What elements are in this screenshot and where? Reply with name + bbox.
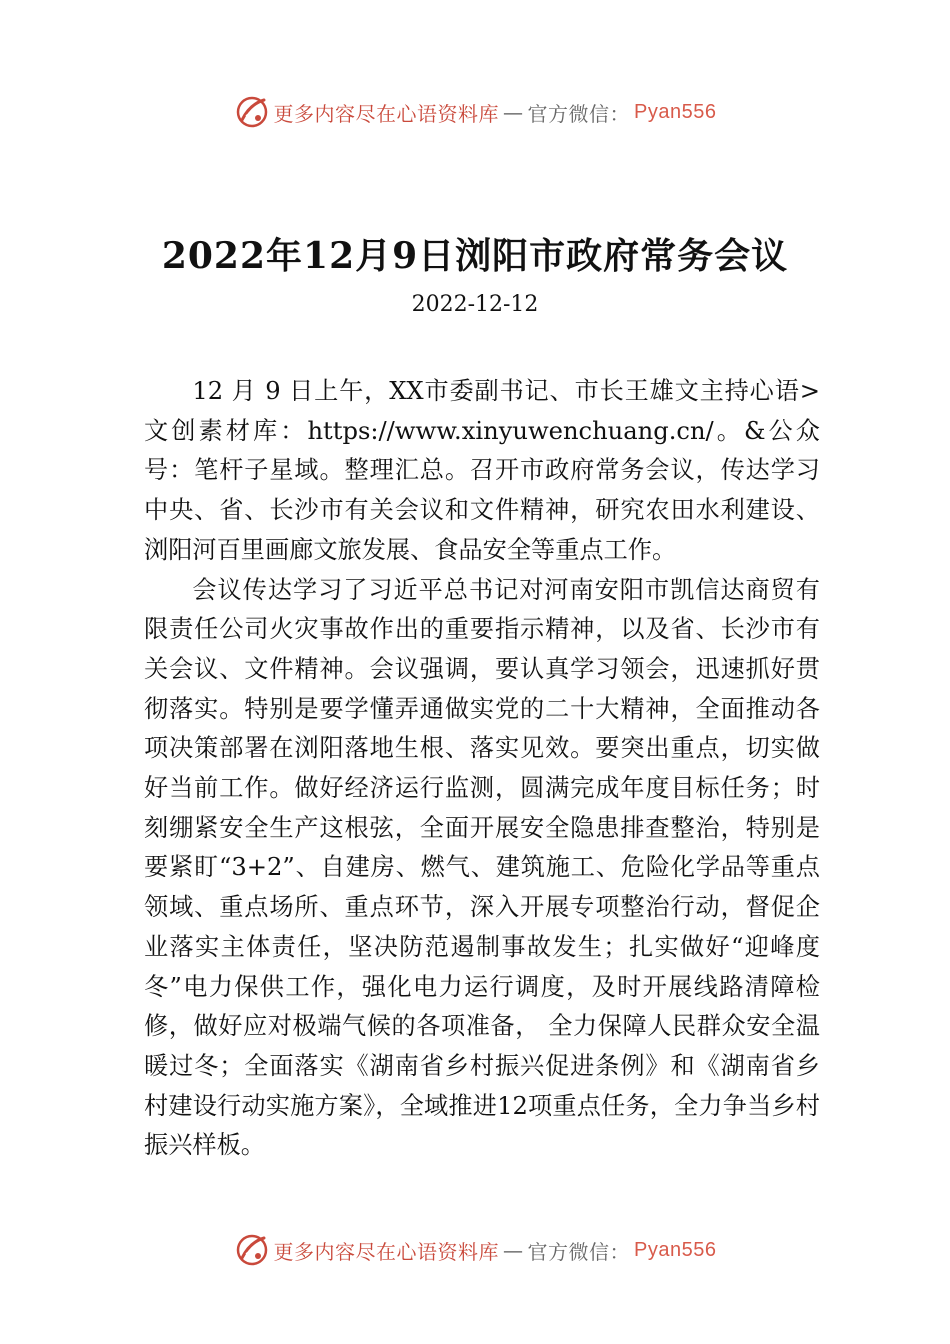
paragraph: 12 月 9 日上午，XX市委副书记、市长王雄文主持心语>文创素材库：https://www.xinyuwenchuang.cn/。&公众号：笔杆子星域。整理汇总。召开市政府常务会议，传达学习中央、省、长沙市有关会议和文件精神，研究农田水利建设、浏阳河百里画廊文旅发展、食品安全等重点工作。: [144, 377, 820, 564]
document-title: 2022年12月9日浏阳市政府常务会议: [161, 235, 789, 277]
footer-watermark: [0, 1232, 950, 1268]
watermark-wechat-id: Pyan556: [634, 100, 717, 123]
watermark-main-text: 更多内容尽在心语资料库: [273, 101, 500, 126]
brush-seal-icon: [234, 94, 270, 130]
header-watermark: [0, 94, 950, 130]
document-date: 2022-12-12: [411, 292, 539, 317]
paragraph: 会议传达学习了习近平总书记对河南安阳市凯信达商贸有限责任公司火灾事故作出的重要指示精神，以及省、长沙市有关会议、文件精神。会议强调，要认真学习领会，迅速抓好贯彻落实。特别是要学懂弄通做实党的二十大精神，全面推动各项决策部署在浏阳落地生根、落实见效。要突出重点，切实做好当前工作。做好经济运行监测，圆满完成年度目标任务；时刻绷紧安全生产这根弦，全面开展安全隐患排查整治，特别是要紧盯“3+2”、自建房、燃气、建筑施工、危险化学品等重点领域、重点场所、重点环节，深入开展专项整治行动，督促企业落实主体责任，坚决防范遏制事故发生；扎实做好“迎峰度冬”电力保供工作，强化电力运行调度，及时开展线路清障检修，做好应对极端气候的各项准备， 全力保障人民群众安全温暖过冬；全面落实《湖南省乡村振兴促进条例》和《湖南省乡村建设行动实施方案》，全域推进12项重点任务，全力争当乡村振兴样板。: [144, 575, 820, 1160]
watermark-separator: —: [503, 100, 524, 124]
watermark-separator: —: [503, 1238, 524, 1262]
brush-seal-icon: [234, 1232, 270, 1268]
watermark-wechat-label: 官方微信：: [527, 1239, 631, 1264]
watermark-main-text: 更多内容尽在心语资料库: [273, 1239, 500, 1264]
watermark-wechat-label: 官方微信：: [527, 101, 631, 126]
watermark-wechat-id: Pyan556: [634, 1238, 717, 1261]
document-body: [144, 372, 820, 1166]
